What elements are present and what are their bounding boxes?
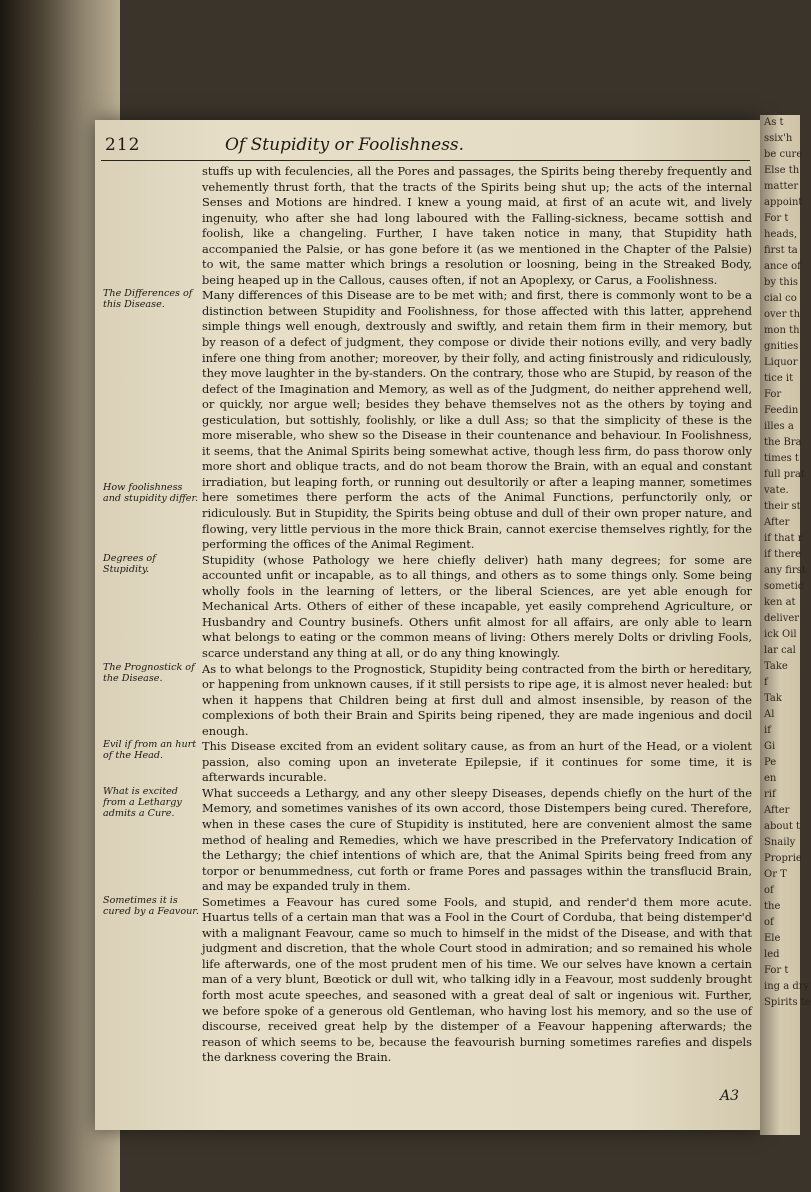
facing-page-fragment: any first <box>764 565 806 576</box>
facing-page-fragment: their st <box>764 501 801 512</box>
facing-page-fragment: cial co <box>764 293 797 304</box>
margin-note-prognostick: The Prognostick of the Disease. <box>103 662 195 684</box>
facing-page-fragment: if <box>764 725 771 736</box>
facing-page-fragment: lar cal <box>764 645 796 656</box>
facing-page-fragment: sometic <box>764 581 804 592</box>
paragraph: Stupidity (whose Pathology we here chiefly deliver) hath many degrees; for some are accounted unfit or incapable, as to all things, and others as to some things only. Some being wholly fools in the learning of letters, or the liberal Sciences, are yet able enough for Mechanical Arts. Others of either of these incapable, yet easily comprehend Agriculture, or Husbandry and Country businefs. Others unfit almost for all affairs, are only able to learn what belongs to eating or the common means of living: Others merely Dolts or drivling Fools, scarce understand any thing at all, or do any thing knowingly. <box>202 552 752 660</box>
facing-page-fragment: mon th <box>764 325 800 336</box>
paragraph: This Disease excited from an evident solitary cause, as from an hurt of the Head, or a violent passion, also coming upon an inveterate Epilepsie, if it continues for some time, it is afterwards incurable. <box>202 739 752 785</box>
facing-page-fragment: of <box>764 917 774 928</box>
facing-page-fragment: over th <box>764 309 801 320</box>
facing-page-fragment: Pe <box>764 757 777 768</box>
facing-page-fragment: gnities <box>764 341 799 352</box>
facing-page-fragment: Tak <box>764 693 782 704</box>
facing-page-fragment: For <box>764 389 782 400</box>
facing-page-fragment: For t <box>764 213 789 224</box>
paragraph: stuffs up with feculencies, all the Pores and passages, the Spirits being thereby frequently and vehemently thrust forth, that the tracts of the Spirits being shut up; the acts of the internal Senses and Motions are hindred. I knew a young maid, at first of an acute wit, and lively ingenuity, who after she had long laboured with the Falling-sickness, became sottish and foolish, like a changeling. Further, I have taken notice in many, that Stupidity hath accompanied the Palsie, or has gone before it (as we mentioned in the Chapter of the Palsie) to wit, the same matter which brings a resolution or loosning, being in the Streaked Body, being heaped up in the Callous, causes often, if not an Apoplexy, or Carus, a Foolishness. <box>202 164 752 287</box>
facing-page-fragment: the Bra <box>764 437 802 448</box>
margin-note-lethargy: What is excited from a Lethargy admits a Cure. <box>103 786 182 819</box>
paragraph: Sometimes a Feavour has cured some Fools, and stupid, and render'd them more acute. Huartus tells of a certain man that was a Fool in the Court of Corduba, that being distemper'd with a malignant Feavour, came so much to himself in the midst of the Disease, and with that judgment and discretion, that the whole Court stood in admiration; and so remained his whole life afterwards, one of the most prudent men of his time. We our selves have known a certain man of a very blunt, Bœotick or dull wit, who talking idly in a Feavour, most suddenly brought forth most acute speeches, and seasoned with a great deal of salt or ingenious wit. Further, we before spoke of a generous old Gentleman, who having lost his memory, and so the use of discourse, received great help by the distemper of a Feavour happening afterwards; the reason of which seems to be, because the feavourish burning sometimes rarefies and dispels the darkness covering the Brain. <box>202 894 752 1065</box>
facing-page-fragment: rif <box>764 789 776 800</box>
facing-page-fragment: appoint <box>764 197 803 208</box>
facing-page-fragment: about t <box>764 821 801 832</box>
margin-note-degrees: Degrees of Stupidity. <box>103 553 156 575</box>
facing-page-fragment: Liquor <box>764 357 798 368</box>
facing-page-fragment: ssix'h <box>764 133 793 144</box>
facing-page-fragment: Gi <box>764 741 776 752</box>
facing-page-fragment: if that r <box>764 533 803 544</box>
facing-page-fragment: illes a <box>764 421 794 432</box>
facing-page-fragment: full prat <box>764 469 805 480</box>
margin-note-differences: The Differences of this Disease. <box>103 288 193 310</box>
margin-note-feavour: Sometimes it is cured by a Feavour. <box>103 895 199 917</box>
facing-page-fragment: times t <box>764 453 799 464</box>
facing-page-fragment: be cure <box>764 149 803 160</box>
printer-signature: A3 <box>720 1088 740 1104</box>
facing-page-fragment: Or T <box>764 869 787 880</box>
facing-page-fragment: For t <box>764 965 789 976</box>
facing-page-fragment: Spirits te <box>764 997 811 1008</box>
facing-page-fragment: f <box>764 677 768 688</box>
facing-page-fragment: by this <box>764 277 799 288</box>
facing-page-fragment: tice it <box>764 373 794 384</box>
body-text <box>202 164 752 1066</box>
facing-page-fragment: matter <box>764 181 799 192</box>
facing-page-fragment: After <box>764 517 790 528</box>
page-number: 212 <box>105 135 141 155</box>
paragraph: What succeeds a Lethargy, and any other sleepy Diseases, depends chiefly on the hurt of the Memory, and sometimes vanishes of its own accord, those Distempers being cured. Therefore, when in these cases the cure of Stupidity is instituted, here are convenient almost the same method of healing and Remedies, which we have prescribed in the Prefervatory Indication of the Lethargy; the chief intentions of which are, that the Animal Spirits being freed from any torpor or benummedness, cut forth or frame Pores and passages within the transflucid Brain, and may be expanded truly in them. <box>202 785 752 894</box>
facing-page-fragment: Else th <box>764 165 800 176</box>
paragraph: Many differences of this Disease are to be met with; and first, there is commonly wont to be a distinction between Stupidity and Foolishness, for those affected with this latter, apprehend simple things well enough, dextrously and swiftly, and retain them firm in their memory, but by reason of a defect of judgment, they compose or divide their notions evilly, and very badly infere one thing from another; moreover, by their folly, and acting finistrously and ridiculously, they move laughter in the by-standers. On the contrary, those who are Stupid, by reason of the defect of the Imagination and Memory, as well as of the Judgment, do neither apprehend well, or quickly, nor argue well; besides they behave themselves not as the others by toying and gesticulation, but sottishly, foolishly, or like a dull Ass; so that the simplicity of these is the more miserable, who shew so the Disease in their countenance and behaviour. In Foolishness, it seems, that the Animal Spirits being somewhat active, though less firm, do pass thorow only more short and oblique tracts, and do not beam thorow the Brain, with an equal and constant irradiation, but leaping forth, or running out desultorily or after a leaping manner, sometimes here sometimes there perform the acts of the Animal Functions, perfunctorily only, or ridiculously. But in Stupidity, the Spirits being obtuse and dull of their own proper nature, and flowing, very little pervious in the more thick Brain, cannot exercise themselves rightly, for the performing the offices of the Animal Regiment. <box>202 288 752 552</box>
margin-note-foolishness-stupidity: How foolishness and stupidity differ. <box>103 482 199 504</box>
facing-page-fragment: ing a dry <box>764 981 810 992</box>
facing-page-fragment: if there <box>764 549 802 560</box>
facing-page-fragment: heads, <box>764 229 798 240</box>
facing-page-fragment: the <box>764 901 781 912</box>
facing-page-fragment: en <box>764 773 777 784</box>
facing-page-fragment: Feedin <box>764 405 799 416</box>
facing-page-fragment: vate. <box>764 485 789 496</box>
paragraph: As to what belongs to the Prognostick, Stupidity being contracted from the birth or hereditary, or happening from unknown causes, if it still persists to ripe age, it is almost never healed: but when it happens that Children being at first dull and almost insensible, by reason of the complexions of both their Brain and Spirits being ripened, they are made ingenious and docil enough. <box>202 661 752 738</box>
facing-page-fragment: As t <box>764 117 784 128</box>
facing-page-fragment: Snaily <box>764 837 796 848</box>
facing-page-fragment: Take <box>764 661 788 672</box>
facing-page-fragment: first ta <box>764 245 798 256</box>
facing-page-fragment: Ele <box>764 933 781 944</box>
facing-page-fragment: After <box>764 805 790 816</box>
book-page <box>95 120 760 1130</box>
facing-page-fragment: deliver <box>764 613 800 624</box>
facing-page-fragment: of <box>764 885 774 896</box>
facing-page-fragment: ken at <box>764 597 796 608</box>
facing-page-fragment: ance of <box>764 261 801 272</box>
margin-notes <box>95 120 199 1130</box>
facing-page-fragment: ick Oil <box>764 629 797 640</box>
facing-page-edge <box>760 115 811 1135</box>
margin-note-head-hurt: Evil if from an hurt of the Head. <box>103 739 197 761</box>
facing-page-fragment: Al <box>764 709 775 720</box>
running-title: Of Stupidity or Foolishness. <box>225 135 465 155</box>
facing-page-fragment: Proprie <box>764 853 802 864</box>
facing-page-fragment: led <box>764 949 780 960</box>
